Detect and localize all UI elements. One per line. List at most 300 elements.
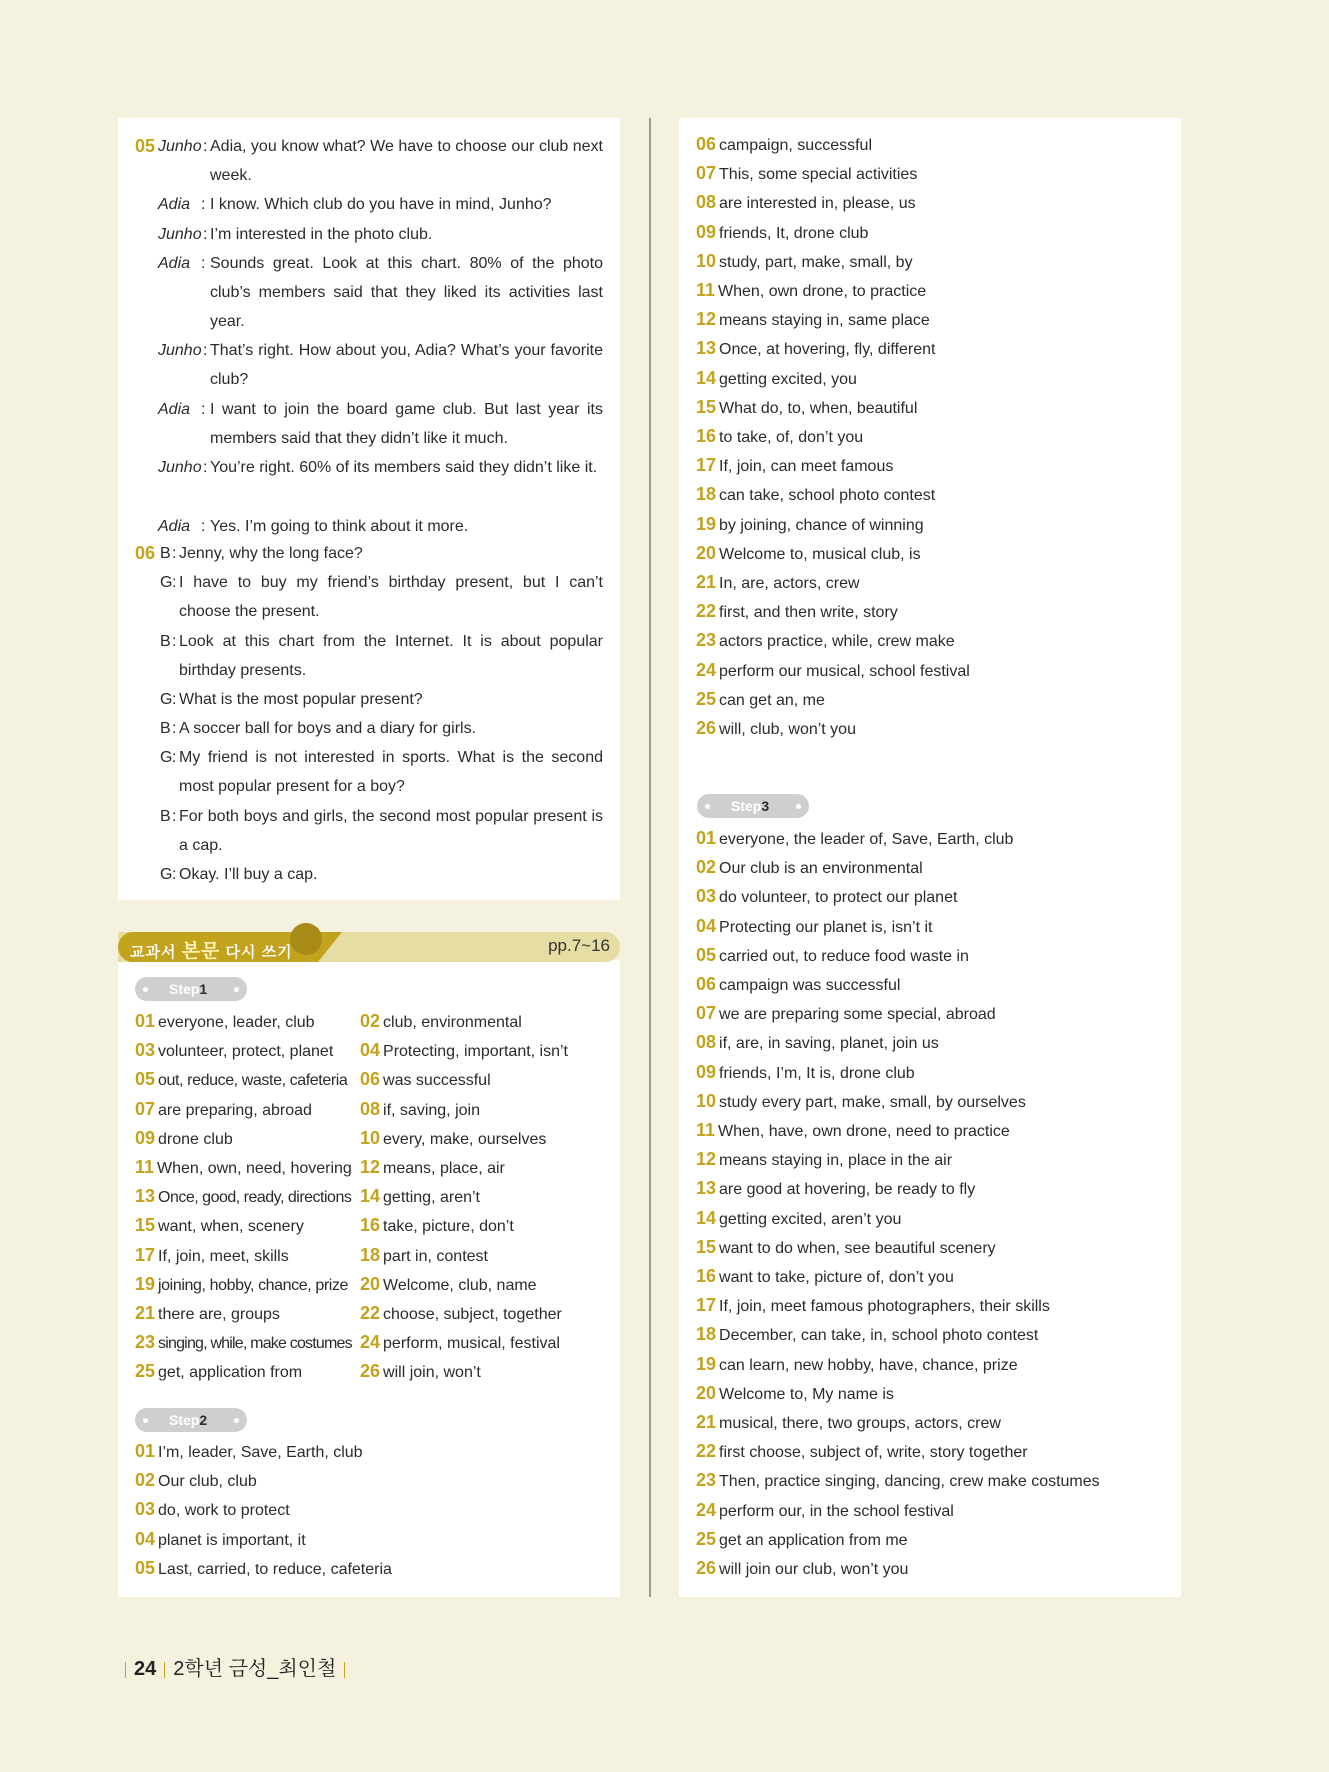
item-number: 12 — [696, 309, 717, 330]
item-number: 20 — [696, 1382, 717, 1403]
item-text: get, application from — [158, 1364, 303, 1382]
item-text: carried out, to reduce food waste in — [719, 947, 969, 965]
dialogue-line: I’m interested in the photo club. — [210, 225, 433, 243]
item-text: want to take, picture of, don’t you — [719, 1269, 954, 1286]
item-text: means staying in, place in the air — [719, 1152, 953, 1170]
item-number: 03 — [135, 1499, 156, 1520]
item-text: actors practice, while, crew make — [719, 633, 955, 651]
dialogue-line: I have to buy my friend’s birthday present, but I can’t choose the present. — [179, 574, 603, 621]
list-item — [360, 1357, 481, 1387]
dialogue-line: Okay. I’ll buy a cap. — [179, 866, 318, 884]
speaker-label: B — [160, 632, 171, 650]
list-item — [360, 1299, 562, 1329]
list-item — [696, 393, 917, 423]
item-number: 26 — [696, 718, 717, 738]
item-number: 19 — [135, 1273, 156, 1294]
list-item — [135, 1525, 306, 1555]
list-item — [696, 1379, 894, 1409]
item-text: do volunteer, to protect our planet — [719, 889, 958, 907]
item-text: campaign, successful — [719, 137, 872, 154]
list-item — [696, 305, 930, 335]
item-text: want, when, scenery — [158, 1218, 304, 1236]
list-item — [696, 912, 932, 942]
speaker-label: G — [160, 574, 173, 592]
item-text: if, are, in saving, planet, join us — [719, 1035, 939, 1053]
list-item — [360, 1124, 546, 1154]
speaker-label: G — [160, 691, 173, 708]
pill-dot — [705, 804, 710, 809]
speaker-label: Junho — [158, 225, 202, 243]
item-text: getting, aren’t — [383, 1189, 480, 1207]
item-text: take, picture, don’t — [383, 1218, 514, 1236]
speaker-colon: : — [201, 254, 206, 272]
item-number: 18 — [696, 1324, 717, 1345]
item-text: get an application from me — [719, 1531, 908, 1549]
list-item — [135, 1211, 304, 1241]
item-number: 15 — [696, 1236, 717, 1257]
item-text: December, can take, in, school photo contest — [719, 1327, 1039, 1345]
item-text: want to do when, see beautiful scenery — [719, 1239, 996, 1257]
item-text: club, environmental — [383, 1014, 522, 1031]
item-text: first choose, subject of, write, story together — [719, 1444, 1028, 1462]
item-number: 19 — [696, 1353, 717, 1374]
dialogue-line: Adia, you know what? We have to choose our club next week. — [210, 138, 603, 184]
dialogue-line: For both boys and girls, the second most popular present is a cap. — [179, 807, 603, 854]
list-item — [135, 1495, 290, 1525]
list-item — [696, 480, 935, 510]
item-text: do, work to protect — [158, 1502, 290, 1520]
item-number: 13 — [696, 338, 717, 359]
item-text: perform our musical, school festival — [719, 662, 970, 680]
item-text: friends, It, drone club — [719, 224, 869, 242]
item-text: can get an, me — [719, 691, 825, 709]
item-number: 14 — [360, 1186, 381, 1207]
footer-divider — [164, 1662, 165, 1678]
item-text: Welcome, club, name — [383, 1276, 537, 1294]
item-text: are preparing, abroad — [158, 1101, 312, 1119]
item-number: 19 — [696, 513, 717, 534]
item-number: 05 — [135, 1557, 156, 1578]
item-number: 01 — [135, 1011, 156, 1031]
item-text: everyone, the leader of, Save, Earth, club — [719, 831, 1014, 848]
pill-dot — [796, 804, 801, 809]
item-number: 10 — [696, 250, 717, 271]
item-number: 25 — [696, 1528, 717, 1549]
list-item — [696, 714, 856, 744]
item-text: means, place, air — [383, 1160, 505, 1177]
list-item — [360, 1007, 522, 1037]
list-item — [696, 247, 913, 277]
list-item — [696, 882, 957, 912]
footer-divider — [344, 1662, 345, 1678]
list-item — [360, 1182, 480, 1212]
item-text: What do, to, when, beautiful — [719, 399, 918, 417]
speaker-colon: : — [172, 691, 177, 708]
dialogue-line: Jenny, why the long face? — [179, 545, 363, 562]
speaker-colon: : — [172, 749, 177, 767]
list-item — [360, 1153, 505, 1183]
item-text: Once, at hovering, fly, different — [719, 341, 936, 359]
item-text: we are preparing some special, abroad — [719, 1006, 996, 1024]
list-item — [696, 1058, 915, 1088]
item-text: are good at hovering, be ready to fly — [719, 1181, 976, 1199]
speaker-label: Adia — [158, 517, 191, 535]
list-item — [135, 1007, 315, 1037]
section-title: 교과서 본문 다시 쓰기 — [130, 941, 293, 962]
list-item — [360, 1270, 537, 1300]
list-item — [696, 824, 1013, 854]
item-number: 07 — [696, 163, 717, 184]
speaker-colon: : — [172, 866, 177, 884]
speaker-label: Junho — [158, 342, 202, 360]
item-number: 22 — [696, 1441, 717, 1462]
list-item — [360, 1036, 568, 1066]
item-number: 01 — [135, 1441, 156, 1461]
list-item — [360, 1241, 488, 1271]
speaker-label: Junho — [158, 459, 202, 477]
item-text: joining, hobby, chance, prize — [158, 1276, 349, 1294]
item-number: 25 — [135, 1361, 156, 1382]
list-item — [135, 1328, 352, 1358]
item-number: 08 — [696, 192, 717, 213]
item-number: 10 — [360, 1127, 381, 1148]
item-number: 23 — [696, 1470, 717, 1491]
item-number: 16 — [696, 1266, 717, 1286]
header-circle-icon — [290, 923, 322, 955]
list-item — [696, 1320, 1038, 1350]
list-item — [696, 1087, 1026, 1117]
pill-dot — [234, 987, 239, 992]
item-text: In, are, actors, crew — [719, 575, 860, 592]
item-number: 21 — [696, 572, 717, 592]
section-header — [118, 932, 620, 962]
item-number: 06 — [696, 974, 717, 994]
item-number: 14 — [696, 367, 717, 388]
item-number: 11 — [696, 1120, 716, 1140]
page-footer — [117, 1652, 353, 1680]
list-item — [696, 1028, 939, 1058]
speaker-colon: : — [201, 400, 206, 418]
speaker-colon: : — [172, 545, 177, 562]
dialogue-number: 05 — [135, 136, 156, 156]
item-number: 22 — [696, 601, 717, 622]
speaker-label: B — [160, 720, 171, 738]
item-number: 06 — [360, 1069, 381, 1090]
item-number: 17 — [696, 1295, 717, 1316]
item-number: 13 — [696, 1178, 717, 1199]
item-text: perform our, in the school festival — [719, 1502, 954, 1520]
item-text: study every part, make, small, by ourselves — [719, 1093, 1026, 1111]
item-text: drone club — [158, 1130, 233, 1148]
item-text: planet is important, it — [158, 1531, 306, 1549]
list-item — [696, 999, 996, 1029]
item-number: 12 — [360, 1157, 381, 1177]
item-number: 07 — [135, 1098, 156, 1119]
item-text: part in, contest — [383, 1247, 488, 1265]
list-item — [696, 1350, 1018, 1380]
list-item — [696, 451, 893, 481]
speaker-colon: : — [172, 632, 177, 650]
speaker-label: Adia — [158, 400, 191, 418]
item-number: 02 — [696, 857, 717, 878]
dialogue-line: What is the most popular present? — [179, 691, 423, 708]
item-number: 06 — [696, 134, 717, 154]
dialogue-line: My friend is not interested in sports. What is the second most popular present for a boy? — [179, 749, 603, 796]
item-number: 13 — [135, 1186, 156, 1207]
list-item — [696, 1204, 901, 1234]
item-number: 02 — [360, 1011, 381, 1031]
item-number: 26 — [696, 1558, 717, 1578]
column-divider — [649, 118, 651, 1597]
speaker-colon: : — [203, 342, 208, 360]
item-number: 05 — [696, 944, 717, 965]
item-text: choose, subject, together — [383, 1306, 562, 1323]
speaker-label: Junho — [158, 138, 202, 155]
item-text: perform, musical, festival — [383, 1335, 560, 1353]
speaker-colon: : — [172, 720, 177, 738]
item-number: 14 — [696, 1207, 717, 1228]
dialogue-line: I want to join the board game club. But last year its members said that they didn’t like it much. — [210, 400, 603, 447]
item-text: everyone, leader, club — [158, 1014, 315, 1031]
item-number: 24 — [696, 659, 717, 680]
list-item — [696, 1437, 1028, 1467]
item-number: 21 — [696, 1412, 717, 1432]
dialogue-line: Look at this chart from the Internet. It is about popular birthday presents. — [179, 632, 603, 679]
pill-dot — [143, 1418, 148, 1423]
item-text: means staying in, same place — [719, 312, 930, 330]
list-item — [135, 1124, 233, 1154]
item-text: Our club, club — [158, 1473, 257, 1491]
item-text: there are, groups — [158, 1306, 280, 1323]
speaker-label: G — [160, 866, 173, 884]
list-item — [696, 218, 868, 248]
speaker-label: Adia — [158, 196, 191, 214]
item-number: 21 — [135, 1303, 156, 1323]
item-number: 12 — [696, 1149, 717, 1170]
list-item — [696, 1408, 1001, 1438]
speaker-colon: : — [203, 138, 208, 155]
item-number: 03 — [135, 1040, 156, 1061]
list-item — [696, 130, 872, 160]
item-text: first, and then write, story — [719, 604, 898, 622]
item-number: 03 — [696, 886, 717, 907]
item-text: by joining, chance of winning — [719, 516, 924, 534]
list-item — [696, 1525, 908, 1555]
list-item — [696, 276, 926, 306]
item-number: 01 — [696, 828, 717, 848]
list-item — [696, 1262, 954, 1292]
speaker-colon: : — [201, 517, 206, 535]
step-2-pill: Step2 — [135, 1408, 247, 1432]
list-item — [360, 1328, 560, 1358]
item-number: 24 — [696, 1499, 717, 1520]
item-text: When, own drone, to practice — [718, 283, 927, 300]
list-item — [135, 1437, 363, 1467]
item-number: 17 — [696, 455, 717, 476]
item-number: 05 — [135, 1069, 156, 1090]
list-item — [696, 626, 955, 656]
item-number: 20 — [696, 542, 717, 563]
item-text: getting excited, aren’t you — [719, 1210, 902, 1228]
list-item — [696, 853, 923, 883]
list-item — [696, 1145, 952, 1175]
item-text: can take, school photo contest — [719, 487, 936, 505]
item-text: Then, practice singing, dancing, crew make costumes — [719, 1473, 1100, 1491]
item-number: 18 — [696, 484, 717, 505]
list-item — [135, 1299, 280, 1329]
item-text: can learn, new hobby, have, chance, prize — [719, 1356, 1018, 1374]
dialogue-number: 06 — [135, 543, 156, 563]
list-item — [696, 1233, 996, 1263]
dialogue-line: A soccer ball for boys and a diary for girls. — [179, 720, 477, 738]
dialogue-line: That’s right. How about you, Adia? What’s your favorite club? — [210, 342, 603, 389]
item-text: campaign was successful — [719, 977, 901, 994]
item-number: 09 — [696, 221, 717, 242]
item-text: study, part, make, small, by — [719, 253, 913, 271]
item-text: If, join, meet, skills — [158, 1247, 289, 1265]
list-item — [696, 970, 900, 1000]
footer-divider — [125, 1662, 126, 1678]
item-number: 23 — [135, 1332, 156, 1353]
dialogue-line: Sounds great. Look at this chart. 80% of the photo club’s members said that they liked its activities last year. — [210, 254, 603, 330]
item-text: Welcome to, musical club, is — [719, 545, 921, 563]
list-item — [696, 656, 970, 686]
item-number: 24 — [360, 1332, 381, 1353]
list-item — [135, 1065, 347, 1095]
item-text: If, join, can meet famous — [719, 458, 894, 476]
item-number: 15 — [135, 1215, 156, 1236]
item-number: 02 — [135, 1470, 156, 1491]
item-number: 04 — [135, 1528, 156, 1549]
item-number: 16 — [360, 1215, 381, 1236]
item-text: volunteer, protect, planet — [158, 1043, 334, 1061]
item-text: When, have, own drone, need to practice — [718, 1123, 1010, 1140]
speaker-label: B — [160, 545, 171, 562]
list-item — [696, 334, 935, 364]
item-text: friends, I’m, It is, drone club — [719, 1064, 915, 1082]
speaker-colon: : — [201, 196, 206, 214]
list-item — [135, 1357, 302, 1387]
list-item — [696, 1291, 1050, 1321]
item-number: 08 — [696, 1032, 717, 1053]
item-number: 16 — [696, 426, 717, 446]
dialogue-line: I know. Which club do you have in mind, Junho? — [210, 196, 552, 214]
list-item — [696, 1554, 908, 1584]
item-text: will join our club, won’t you — [719, 1561, 909, 1578]
list-item — [696, 1116, 1010, 1146]
item-number: 07 — [696, 1003, 717, 1024]
list-item — [696, 364, 857, 394]
list-item — [135, 1466, 257, 1496]
item-number: 04 — [360, 1040, 381, 1061]
item-text: If, join, meet famous photographers, their skills — [719, 1298, 1050, 1316]
dialogue-line: Yes. I’m going to think about it more. — [210, 517, 469, 535]
item-text: to take, of, don’t you — [719, 429, 864, 446]
list-item — [696, 597, 898, 627]
list-item — [696, 188, 916, 218]
list-item — [135, 1270, 348, 1300]
item-text: singing, while, make costumes — [158, 1335, 352, 1353]
item-number: 26 — [360, 1361, 381, 1382]
item-number: 04 — [696, 915, 717, 936]
speaker-colon: : — [172, 574, 177, 592]
book-title: 2학년 금성_최인철 — [173, 1658, 337, 1680]
item-text: was successful — [383, 1072, 491, 1090]
list-item — [696, 568, 860, 598]
item-text: When, own, need, hovering — [157, 1160, 352, 1177]
pill-dot — [143, 987, 148, 992]
item-text: Welcome to, My name is — [719, 1385, 894, 1403]
item-number: 11 — [135, 1157, 155, 1177]
list-item — [135, 1153, 352, 1183]
item-number: 09 — [135, 1127, 156, 1148]
list-item — [696, 422, 863, 452]
item-number: 15 — [696, 396, 717, 417]
list-item — [360, 1095, 480, 1125]
list-item — [696, 685, 825, 715]
list-item — [360, 1211, 514, 1241]
item-text: are interested in, please, us — [719, 195, 916, 213]
item-text: if, saving, join — [383, 1101, 480, 1119]
item-text: This, some special activities — [719, 166, 918, 184]
speaker-colon: : — [172, 807, 177, 825]
item-number: 10 — [696, 1090, 717, 1111]
item-number: 20 — [360, 1273, 381, 1294]
pill-dot — [234, 1418, 239, 1423]
list-item — [135, 1182, 351, 1212]
list-item — [696, 510, 924, 540]
list-item — [696, 1466, 1100, 1496]
dialogue-line: You’re right. 60% of its members said they didn’t like it. — [210, 459, 598, 477]
list-item — [696, 159, 917, 189]
item-number: 17 — [135, 1244, 156, 1265]
item-number: 18 — [360, 1244, 381, 1265]
list-item — [360, 1065, 491, 1095]
list-item — [135, 1036, 333, 1066]
page-number: 24 — [134, 1658, 157, 1680]
item-text: Protecting our planet is, isn’t it — [719, 918, 933, 936]
item-text: Protecting, important, isn’t — [383, 1043, 568, 1061]
item-text: musical, there, two groups, actors, crew — [719, 1415, 1001, 1432]
speaker-label: B — [160, 807, 171, 825]
item-number: 25 — [696, 688, 717, 709]
speaker-colon: : — [203, 225, 208, 243]
speaker-colon: : — [203, 459, 208, 477]
list-item — [696, 1174, 975, 1204]
item-number: 23 — [696, 630, 717, 651]
item-text: will, club, won’t you — [719, 721, 856, 738]
item-text: will join, won’t — [383, 1364, 481, 1382]
item-text: I’m, leader, Save, Earth, club — [158, 1444, 363, 1461]
list-item — [696, 1496, 954, 1526]
section-page-range: pp.7~16 — [548, 936, 610, 955]
list-item — [696, 941, 969, 971]
step-3-pill: Step3 — [697, 794, 809, 818]
item-text: Our club is an environmental — [719, 860, 923, 878]
item-text: every, make, ourselves — [383, 1130, 547, 1148]
item-text: Once, good, ready, directions — [158, 1189, 352, 1207]
item-number: 08 — [360, 1098, 381, 1119]
item-text: out, reduce, waste, cafeteria — [158, 1072, 348, 1090]
speaker-label: G — [160, 749, 173, 767]
item-text: getting excited, you — [719, 370, 857, 388]
speaker-label: Adia — [158, 254, 191, 272]
item-number: 09 — [696, 1061, 717, 1082]
list-item — [135, 1095, 312, 1125]
list-item — [696, 539, 921, 569]
list-item — [135, 1241, 289, 1271]
list-item — [135, 1554, 392, 1584]
